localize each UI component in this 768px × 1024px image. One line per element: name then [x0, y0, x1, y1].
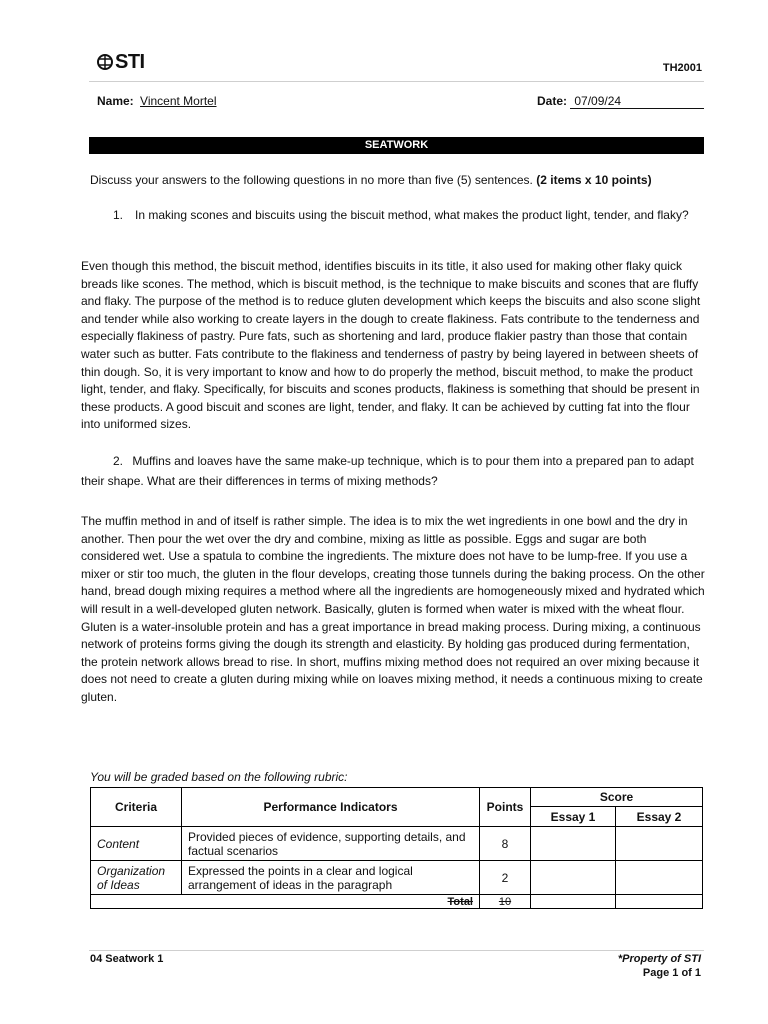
name-label: Name: [97, 94, 134, 108]
date-value: 07/09/24 [570, 94, 704, 109]
total-row [91, 895, 703, 909]
rubric-caption: You will be graded based on the following rubric: [90, 770, 348, 784]
name-value: Vincent Mortel [140, 94, 217, 108]
total-points: 10 [480, 895, 531, 909]
row-indicator: Provided pieces of evidence, supporting details, and factual scenarios [182, 827, 480, 861]
name-field [97, 94, 217, 108]
q2-block [81, 451, 705, 491]
footer-page: Page 1 of 1 [642, 967, 701, 979]
footer-divider [89, 950, 704, 951]
logo-text: STI [115, 50, 145, 73]
essay1-score-cell [531, 827, 616, 861]
rubric-table [90, 787, 703, 909]
doc-code: TH2001 [662, 62, 702, 74]
essay1-score-cell [531, 861, 616, 895]
row-criteria: Organization of Ideas [91, 861, 182, 895]
date-label: Date: [537, 94, 568, 108]
sti-logo [97, 51, 145, 73]
instructions [90, 172, 710, 190]
essay2-total-cell [616, 895, 703, 909]
q2-answer: The muffin method in and of itself is rather simple. The idea is to mix the wet ingredients in one bowl and the dry in another. Then pour the wet over the dry and combine, mixing as little as possible. Eggs and sugar are both considered wet. Use a spatula to combine the ingredients. The mixture does not have to be lump-free. If you use a mixer or stir too much, the gluten in the flour develops, creating those tunnels during the baking process. On the other hand, bread dough mixing requires a method where all the ingredients are homogeneously mixed and hydrated which will result in a well-developed gluten network. Basically, gluten is formed when water is mixed with the wheat flour. Gluten is a water-insoluble protein and has a great importance in bread making process. During mixing, a continuous network of proteins forms giving the dough its strength and elasticity. By holding gas produced during fermentation, the protein network allows bread to rise. In short, muffins mixing method does not required an over mixing because it does not need to create a gluten during mixing while on loaves mixing method, it needs a continuous mixing to create gluten. [81, 514, 705, 704]
row-indicator: Expressed the points in a clear and logical arrangement of ideas in the paragraph [182, 861, 480, 895]
instructions-points: (2 items x 10 points) [536, 173, 652, 187]
footer-left: 04 Seatwork 1 [90, 953, 164, 965]
header-essay2: Essay 2 [616, 807, 703, 827]
row-criteria: Content [91, 827, 182, 861]
total-label: Total [91, 895, 480, 909]
row-points: 2 [480, 861, 531, 895]
footer-property: *Property of STI [617, 953, 701, 965]
header-criteria: Criteria [91, 788, 182, 827]
essay2-score-cell [616, 827, 703, 861]
seatwork-banner: SEATWORK [89, 137, 704, 154]
table-row [91, 827, 703, 861]
q1-question: In making scones and biscuits using the biscuit method, what makes the product light, tender, and flaky? [135, 208, 689, 222]
sti-globe-icon [97, 53, 113, 71]
header-score: Score [531, 788, 703, 807]
q1-number: 1. [113, 208, 124, 222]
row-points: 8 [480, 827, 531, 861]
date-field [537, 94, 704, 109]
q1-answer: Even though this method, the biscuit method, identifies biscuits in its title, it also used for making other flaky quick breads like scones. The method, which is biscuit method, is the technique to make biscuits and scones that are fluffy and flaky. The purpose of the method is to reduce gluten development which keeps the biscuits and also scone slight and tender while also working to create layers in the dough to create flakiness. Fats contribute to the tenderness and especially flakiness of pastry. Pure fats, such as shortening and lard, produce flakier pastry than those that contain water such as butter. Fats contribute to the flakiness and tenderness of pastry by being layered in between sheets of thin dough. So, it is very important to know and how to do properly the method, biscuit method, to make the product light, tender, and flaky. Specifically, for biscuits and scones products, flakiness is something that should be present in these products. A good biscuit and scones are light, tender, and flaky. It can be achieved by cutting fat into the flour into uniformed sizes. [81, 259, 701, 432]
header-essay1: Essay 1 [531, 807, 616, 827]
essay1-total-cell [531, 895, 616, 909]
q2-question: Muffins and loaves have the same make-up technique, which is to pour them into a prepared pan to adapt their shape. What are their differences in terms of mixing methods? [81, 454, 694, 488]
header-divider [89, 81, 704, 82]
q2-number: 2. [113, 454, 124, 468]
table-row [91, 861, 703, 895]
essay2-score-cell [616, 861, 703, 895]
header-points: Points [480, 788, 531, 827]
header-indicators: Performance Indicators [182, 788, 480, 827]
instructions-text: Discuss your answers to the following questions in no more than five (5) sentences. [90, 173, 533, 187]
